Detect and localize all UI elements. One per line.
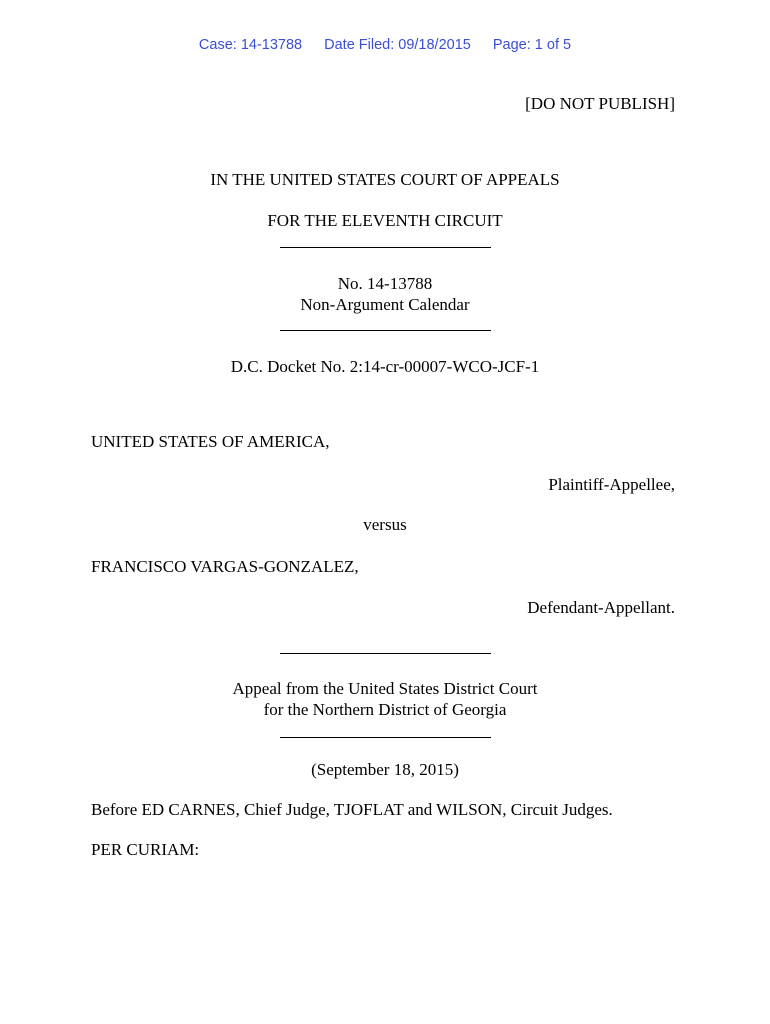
defendant-role: Defendant-Appellant. — [527, 598, 675, 617]
filing-stamp — [0, 37, 770, 53]
case-number-stamp: Case: 14-13788 — [198, 37, 303, 53]
defendant-name: FRANCISCO VARGAS-GONZALEZ, — [91, 557, 359, 576]
appeal-source: Appeal from the United States District Court — [232, 679, 538, 698]
plaintiff-name: UNITED STATES OF AMERICA, — [91, 432, 330, 451]
date-filed-stamp: Date Filed: 09/18/2015 — [324, 37, 471, 53]
case-number: No. 14-13788 — [337, 274, 433, 293]
separator-rule — [280, 653, 491, 654]
docket-number: D.C. Docket No. 2:14-cr-00007-WCO-JCF-1 — [230, 357, 540, 376]
separator-rule — [280, 330, 491, 331]
plaintiff-role: Plaintiff-Appellee, — [548, 475, 675, 494]
circuit-name: FOR THE ELEVENTH CIRCUIT — [267, 211, 503, 230]
court-name: IN THE UNITED STATES COURT OF APPEALS — [210, 170, 560, 189]
publish-notice: [DO NOT PUBLISH] — [525, 94, 675, 113]
page-number-stamp: Page: 1 of 5 — [492, 37, 572, 53]
calendar-type: Non-Argument Calendar — [300, 295, 470, 314]
per-curiam-heading: PER CURIAM: — [91, 840, 200, 859]
separator-rule — [280, 737, 491, 738]
separator-rule — [280, 247, 491, 248]
decision-date: (September 18, 2015) — [311, 760, 459, 779]
versus-text: versus — [363, 515, 407, 534]
panel-judges: Before ED CARNES, Chief Judge, TJOFLAT and WILSON, Circuit Judges. — [91, 800, 613, 819]
appeal-district: for the Northern District of Georgia — [263, 700, 507, 719]
